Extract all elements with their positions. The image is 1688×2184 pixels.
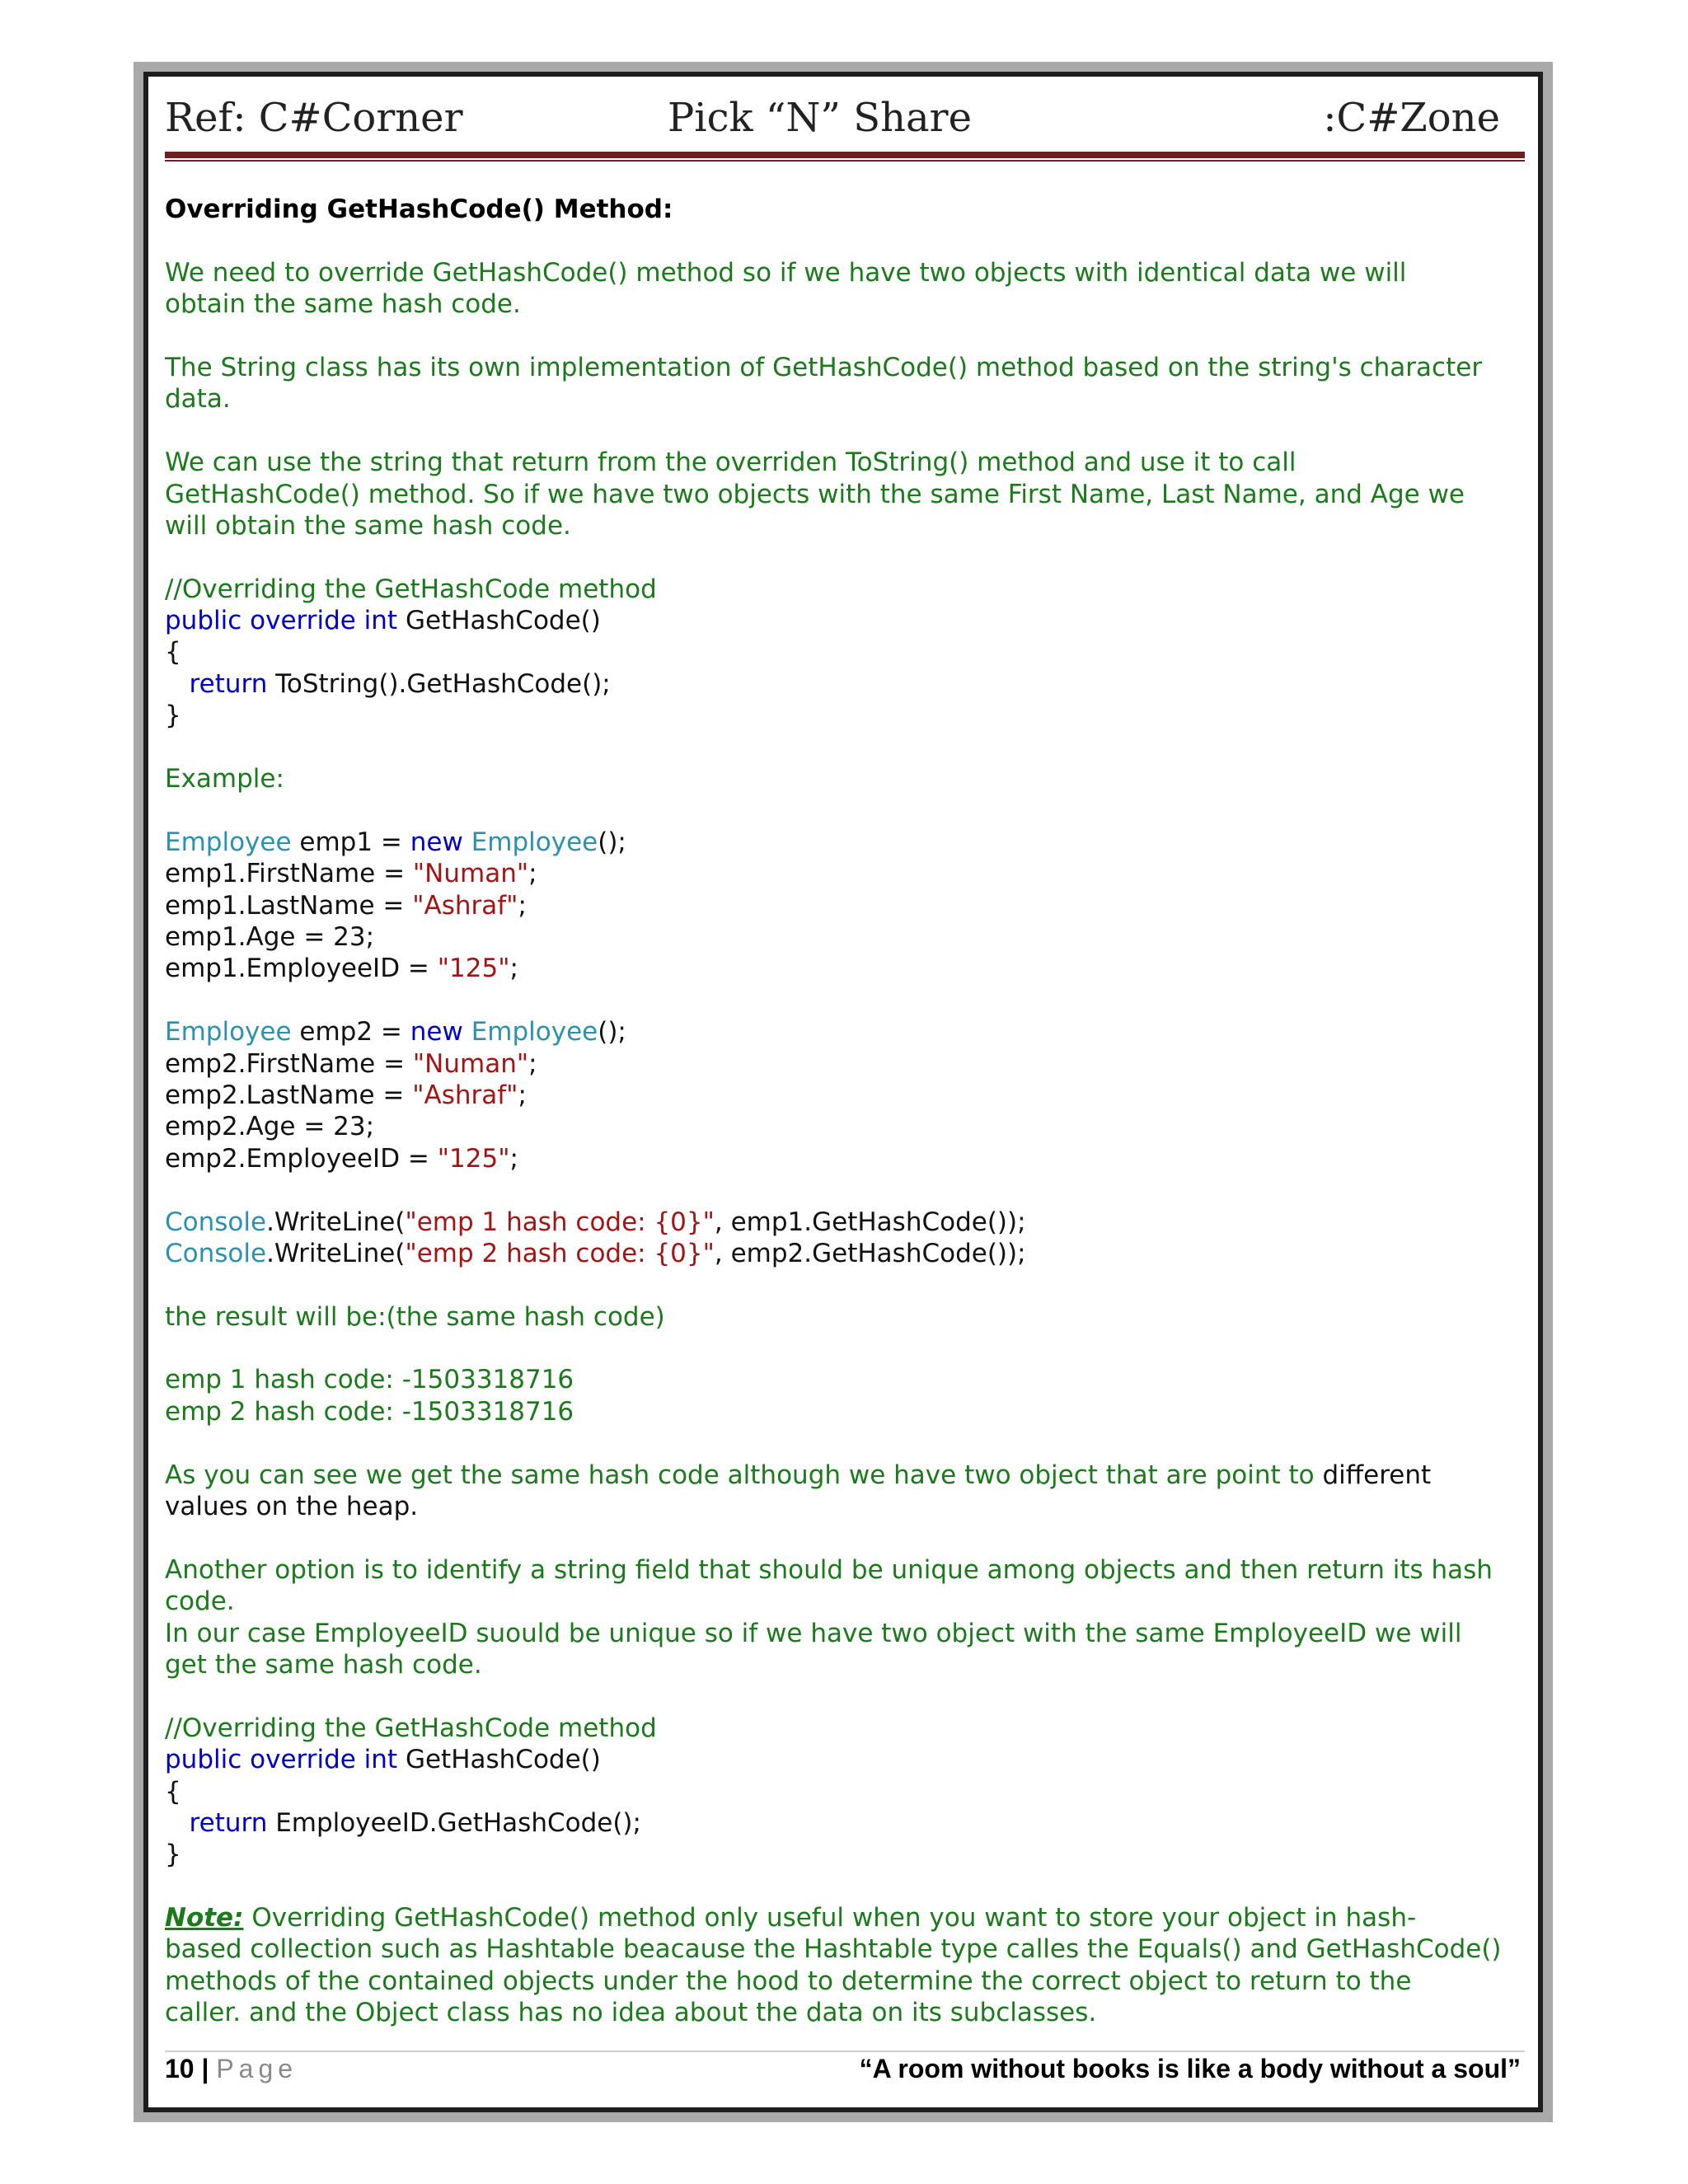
code-text: .WriteLine( [266, 1207, 406, 1237]
page-header [165, 95, 1500, 144]
paragraph-line: Another option is to identify a string field that should be unique among objects and then return its hash [165, 1554, 1493, 1585]
code-string: "125" [437, 954, 510, 984]
code-text: EmployeeID.GetHashCode(); [267, 1807, 641, 1838]
note-line [165, 1902, 1525, 1933]
code-line [165, 1143, 1525, 1174]
example-label: Example: [165, 764, 284, 794]
code-line [165, 827, 1525, 858]
header-title: Pick “N” Share [668, 95, 972, 141]
code-brace: } [165, 1840, 181, 1870]
header-zone: :C#Zone [1323, 95, 1500, 141]
page-number-block [165, 2054, 298, 2084]
document-body [165, 194, 1525, 2029]
note-line: caller. and the Object class has no idea about the data on its subclasses. [165, 1998, 1097, 2028]
paragraph-text: As you can see we get the same hash code although we have two object that are point to [165, 1460, 1323, 1490]
paragraph-line: We can use the string that return from the overriden ToString() method and use it to call [165, 448, 1296, 478]
code-text: ; [518, 1080, 527, 1110]
paragraph-line: GetHashCode() method. So if we have two objects with the same First Name, Last Name, and Age we [165, 479, 1465, 509]
header-rule-thin [165, 160, 1525, 162]
code-text: ; [518, 890, 527, 921]
paragraph-text: different [1322, 1460, 1432, 1490]
code-brace: { [165, 1776, 181, 1807]
code-comment: //Overriding the GetHashCode method [165, 574, 657, 604]
code-type: Employee [462, 1017, 598, 1047]
code-text: ; [509, 1143, 518, 1174]
code-string: "Numan" [412, 859, 529, 889]
paragraph-line: We need to override GetHashCode() method so if we have two objects with identical data we will [165, 257, 1407, 288]
code-keyword: new [410, 827, 463, 857]
code-comment: //Overriding the GetHashCode method [165, 1713, 657, 1743]
code-text: ; [509, 954, 518, 984]
header-rule-thick [165, 152, 1525, 158]
code-keyword: new [410, 1017, 463, 1047]
code-keyword: return [165, 1807, 268, 1838]
code-type: Employee [462, 827, 598, 857]
code-string: "emp 1 hash code: {0}" [405, 1207, 715, 1237]
code-line [165, 1238, 1525, 1269]
code-text: ; [528, 1048, 537, 1079]
note-text: Overriding GetHashCode() method only useful when you want to store your object in hash- [243, 1903, 1417, 1933]
code-line [165, 858, 1525, 889]
code-string: "emp 2 hash code: {0}" [405, 1238, 715, 1268]
code-line [165, 953, 1525, 984]
header-ref: Ref: C#Corner [165, 95, 463, 141]
paragraph-line: In our case EmployeeID suould be unique so if we have two object with the same EmployeeID we will [165, 1618, 1462, 1648]
code-text: emp2.FirstName = [165, 1048, 413, 1079]
code-text: .WriteLine( [266, 1238, 406, 1268]
code-string: "Ashraf" [412, 890, 518, 921]
code-brace: } [165, 701, 181, 731]
code-line [165, 668, 1525, 700]
code-text: ToString().GetHashCode(); [267, 668, 611, 699]
code-line [165, 1016, 1525, 1047]
code-text: emp1.LastName = [165, 890, 413, 921]
code-type: Console [165, 1238, 267, 1268]
code-type: Employee [165, 1017, 292, 1047]
output-line: emp 2 hash code: -1503318716 [165, 1396, 574, 1427]
note-line: methods of the contained objects under the hood to determine the correct object to return to the [165, 1966, 1412, 1996]
code-text: (); [598, 827, 626, 857]
code-text: , emp2.GetHashCode()); [714, 1238, 1026, 1268]
code-string: "Numan" [412, 1048, 529, 1079]
page-separator: | [194, 2054, 217, 2083]
code-line [165, 890, 1525, 921]
section-title: Overriding GetHashCode() Method: [165, 194, 673, 224]
code-line [165, 605, 1525, 636]
footer-rule [165, 2050, 1525, 2052]
code-line [165, 1744, 1525, 1775]
code-keyword: public override int [165, 1745, 398, 1775]
code-string: "Ashraf" [412, 1080, 518, 1110]
code-line: emp2.Age = 23; [165, 1112, 375, 1142]
code-text: emp2.EmployeeID = [165, 1143, 438, 1174]
code-line [165, 1207, 1525, 1238]
code-line [165, 1807, 1525, 1839]
code-keyword: public override int [165, 606, 398, 636]
code-text: (); [598, 1017, 626, 1047]
note-label: Note: [165, 1903, 244, 1933]
result-label: the result will be:(the same hash code) [165, 1301, 665, 1332]
code-line [165, 1080, 1525, 1111]
code-line [165, 1048, 1525, 1080]
code-type: Console [165, 1207, 267, 1237]
paragraph-line: will obtain the same hash code. [165, 510, 571, 541]
paragraph-line: get the same hash code. [165, 1649, 482, 1680]
code-type: Employee [165, 827, 292, 857]
code-text: emp1.FirstName = [165, 859, 413, 889]
footer-quote: “A room without books is like a body without a soul” [859, 2054, 1521, 2083]
code-text: emp1.EmployeeID = [165, 954, 438, 984]
code-text: ; [528, 859, 537, 889]
output-line: emp 1 hash code: -1503318716 [165, 1365, 574, 1395]
paragraph-line: code. [165, 1586, 235, 1617]
code-brace: { [165, 637, 181, 668]
paragraph-line: The String class has its own implementation of GetHashCode() method based on the string's character [165, 352, 1483, 382]
code-text: , emp1.GetHashCode()); [714, 1207, 1026, 1237]
paragraph-line [165, 1460, 1525, 1491]
code-text: emp2.LastName = [165, 1080, 413, 1110]
page-number: 10 [165, 2054, 195, 2083]
code-text: GetHashCode() [397, 1745, 601, 1775]
paragraph-line: data. [165, 384, 231, 415]
page-footer [165, 2054, 1521, 2093]
code-keyword: return [165, 668, 268, 699]
page-word: Page [216, 2054, 298, 2083]
note-line: based collection such as Hashtable beacause the Hashtable type calles the Equals() and GetHashCode() [165, 1934, 1502, 1965]
paragraph-line: values on the heap. [165, 1492, 419, 1522]
code-text: emp2 = [291, 1017, 410, 1047]
code-string: "125" [437, 1143, 510, 1174]
code-text: emp1 = [291, 827, 410, 857]
code-text: GetHashCode() [397, 606, 601, 636]
paragraph-line: obtain the same hash code. [165, 289, 521, 320]
code-line: emp1.Age = 23; [165, 921, 375, 952]
